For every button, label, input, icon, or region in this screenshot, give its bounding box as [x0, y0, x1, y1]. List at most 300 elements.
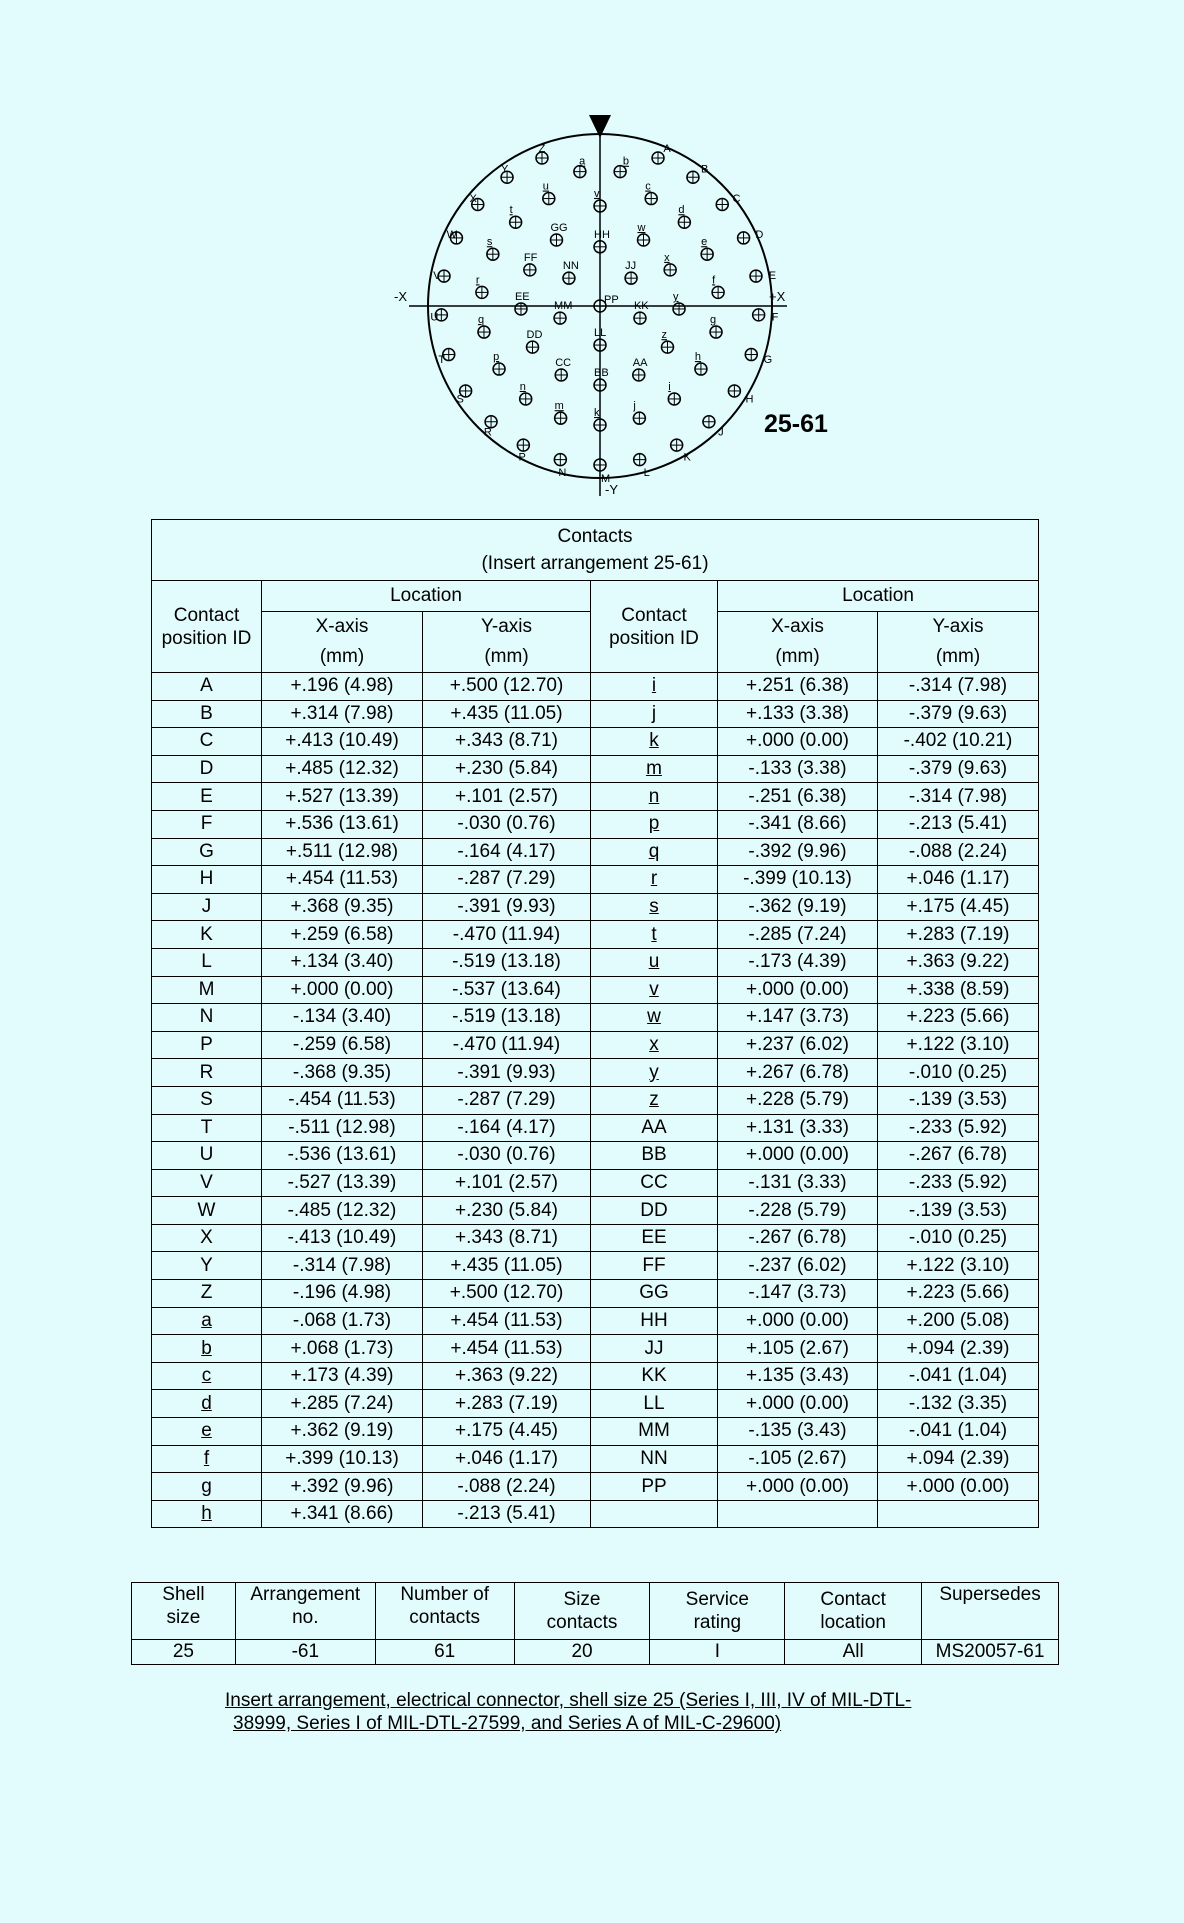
y-axis-cell: -.139 (3.53) — [878, 1086, 1039, 1114]
contact-id-cell: m — [591, 755, 718, 783]
contact-f — [712, 274, 724, 298]
table-row — [152, 1252, 1039, 1280]
y-axis-cell: +.363 (9.22) — [878, 948, 1039, 976]
x-axis-cell: -.173 (4.39) — [718, 948, 878, 976]
contact-label: L — [643, 467, 650, 480]
y-axis-cell: -.088 (2.24) — [423, 1473, 591, 1501]
table-row — [152, 1418, 1039, 1446]
contact-label: PP — [604, 294, 619, 306]
contact-label: y — [673, 290, 679, 303]
table-row — [152, 1307, 1039, 1335]
contact-P — [517, 439, 529, 464]
x-axis-cell: -.314 (7.98) — [262, 1252, 423, 1280]
x-axis-cell: -.196 (4.98) — [262, 1280, 423, 1308]
table-row — [152, 1004, 1039, 1032]
y-axis-cell: -.030 (0.76) — [423, 810, 591, 838]
y-axis-cell: +.283 (7.19) — [423, 1390, 591, 1418]
contact-id-cell: y — [591, 1059, 718, 1087]
y-axis-cell: -.233 (5.92) — [878, 1169, 1039, 1197]
table-row — [152, 1224, 1039, 1252]
y-axis-cell: -.391 (9.93) — [423, 1059, 591, 1087]
contact-marks — [430, 143, 778, 485]
contact-W — [447, 229, 463, 244]
y-axis-cell: +.435 (11.05) — [423, 1252, 591, 1280]
contact-label: K — [683, 451, 691, 464]
contact-PP — [594, 294, 619, 312]
spec-value-cell: MS20057-61 — [922, 1640, 1059, 1665]
contact-n — [520, 381, 532, 405]
contact-id-cell: JJ — [591, 1335, 718, 1363]
contact-label: DD — [526, 329, 543, 342]
header-location-right: Location — [718, 581, 1039, 612]
contact-id-cell: NN — [591, 1445, 718, 1473]
y-axis-cell: +.122 (3.10) — [878, 1252, 1039, 1280]
contact-label: k — [594, 406, 600, 419]
x-axis-cell: +.237 (6.02) — [718, 1031, 878, 1059]
x-axis-cell: +.000 (0.00) — [718, 1473, 878, 1501]
x-axis-cell: -.485 (12.32) — [262, 1197, 423, 1225]
table-row — [152, 1086, 1039, 1114]
contact-id-cell: HH — [591, 1307, 718, 1335]
y-axis-cell: +.230 (5.84) — [423, 755, 591, 783]
contact-id-cell: DD — [591, 1197, 718, 1225]
contact-label: x — [664, 251, 670, 264]
spec-header-cell: Shell size — [132, 1583, 236, 1640]
contact-id-cell: U — [152, 1142, 262, 1170]
contact-id-cell: D — [152, 755, 262, 783]
contact-MM — [554, 300, 572, 324]
y-axis-cell: -.233 (5.92) — [878, 1114, 1039, 1142]
contact-label: CC — [555, 356, 572, 369]
contact-DD — [527, 329, 543, 353]
x-axis-cell: -.536 (13.61) — [262, 1142, 423, 1170]
contact-label: U — [430, 311, 439, 324]
contact-id-cell: K — [152, 921, 262, 949]
contact-c — [645, 181, 657, 205]
y-axis-cell: +.363 (9.22) — [423, 1362, 591, 1390]
contact-e — [701, 236, 713, 260]
caption-line1: Insert arrangement, electrical connector, shell size 25 (Series I, III, IV of MIL-DTL- — [225, 1690, 912, 1711]
spec-value-cell: 25 — [132, 1640, 236, 1665]
contact-G — [745, 349, 772, 367]
x-axis-cell: +.131 (3.33) — [718, 1114, 878, 1142]
x-axis-cell: +.000 (0.00) — [718, 728, 878, 756]
contact-w — [637, 222, 650, 246]
contact-label: c — [645, 180, 651, 193]
specification-table — [131, 1582, 1059, 1665]
contact-id-cell: x — [591, 1031, 718, 1059]
x-axis-cell: -.259 (6.58) — [262, 1031, 423, 1059]
contact-id-cell: u — [591, 948, 718, 976]
contact-V — [433, 270, 450, 282]
x-axis-cell: +.527 (13.39) — [262, 783, 423, 811]
contact-id-cell: w — [591, 1004, 718, 1032]
contact-u — [543, 181, 555, 205]
x-axis-cell: -.267 (6.78) — [718, 1224, 878, 1252]
x-axis-cell: +.173 (4.39) — [262, 1362, 423, 1390]
table-row — [152, 673, 1039, 701]
spec-header-cell: Contact location — [785, 1583, 922, 1640]
contact-JJ — [625, 260, 637, 284]
y-axis-cell: -.139 (3.53) — [878, 1197, 1039, 1225]
contact-EE — [515, 291, 530, 315]
y-axis-cell: +.223 (5.66) — [878, 1004, 1039, 1032]
contact-label: S — [456, 393, 464, 406]
x-axis-cell: +.413 (10.49) — [262, 728, 423, 756]
y-axis-cell: +.223 (5.66) — [878, 1280, 1039, 1308]
contact-label: HH — [594, 228, 610, 241]
x-axis-cell: -.147 (3.73) — [718, 1280, 878, 1308]
contact-label: B — [700, 163, 709, 176]
x-axis-cell: +.000 (0.00) — [718, 1142, 878, 1170]
contact-label: Y — [501, 163, 509, 176]
header-x-axis-left: X-axis (mm) — [262, 612, 423, 673]
header-contact-id-left: Contact position ID — [152, 581, 262, 673]
contact-r — [476, 274, 488, 298]
contact-id-cell: q — [591, 838, 718, 866]
x-axis-cell: -.511 (12.98) — [262, 1114, 423, 1142]
y-axis-cell: +.175 (4.45) — [423, 1418, 591, 1446]
contacts-title-line2: (Insert arrangement 25-61) — [481, 553, 709, 574]
contact-label: p — [493, 351, 500, 364]
x-axis-cell: -.413 (10.49) — [262, 1224, 423, 1252]
contact-label: V — [433, 269, 441, 282]
contact-id-cell: KK — [591, 1362, 718, 1390]
table-row — [152, 1335, 1039, 1363]
contact-BB — [594, 367, 609, 391]
contact-label: b — [622, 155, 630, 168]
contact-d — [678, 204, 690, 228]
contact-id-cell: s — [591, 893, 718, 921]
contact-id-cell: v — [591, 976, 718, 1004]
x-axis-cell: -.134 (3.40) — [262, 1004, 423, 1032]
contact-q — [478, 314, 490, 338]
contact-F — [753, 309, 779, 324]
y-axis-cell: -.132 (3.35) — [878, 1390, 1039, 1418]
contacts-title-line1: Contacts — [557, 526, 633, 547]
contact-label: GG — [550, 221, 568, 234]
contact-id-cell: b — [152, 1335, 262, 1363]
contact-id-cell: p — [591, 810, 718, 838]
y-axis-cell: -.010 (0.25) — [878, 1059, 1039, 1087]
contact-id-cell: N — [152, 1004, 262, 1032]
contact-id-cell: A — [152, 673, 262, 701]
y-axis-cell: -.519 (13.18) — [423, 948, 591, 976]
contact-id-cell: EE — [591, 1224, 718, 1252]
contact-id-cell: AA — [591, 1114, 718, 1142]
y-axis-cell: -.213 (5.41) — [423, 1500, 591, 1528]
contact-label: j — [633, 400, 636, 413]
contact-label: s — [486, 236, 493, 249]
contact-label: Z — [538, 142, 546, 155]
contact-U — [430, 309, 447, 324]
figure-caption — [225, 1689, 985, 1735]
contact-id-cell: P — [152, 1031, 262, 1059]
y-axis-cell: +.101 (2.57) — [423, 783, 591, 811]
contact-id-cell: g — [152, 1473, 262, 1501]
contacts-table — [151, 519, 1039, 1528]
contact-id-cell: Z — [152, 1280, 262, 1308]
x-axis-cell: +.368 (9.35) — [262, 893, 423, 921]
contact-GG — [550, 222, 567, 246]
contact-T — [438, 349, 454, 367]
table-row — [152, 783, 1039, 811]
y-axis-cell: -.287 (7.29) — [423, 1086, 591, 1114]
x-axis-cell: +.000 (0.00) — [718, 976, 878, 1004]
axis-label-neg-y: -Y — [605, 482, 618, 497]
contact-label: R — [483, 426, 492, 439]
y-axis-cell: -.470 (11.94) — [423, 921, 591, 949]
contact-label: r — [475, 274, 480, 287]
x-axis-cell: +.536 (13.61) — [262, 810, 423, 838]
contact-label: KK — [633, 300, 649, 313]
contact-label: M — [601, 472, 611, 485]
x-axis-cell: -.454 (11.53) — [262, 1086, 423, 1114]
contact-id-cell: BB — [591, 1142, 718, 1170]
x-axis-cell: +.511 (12.98) — [262, 838, 423, 866]
y-axis-cell: +.435 (11.05) — [423, 700, 591, 728]
contact-label: q — [477, 314, 485, 327]
contact-label: P — [518, 451, 526, 464]
contact-i — [668, 381, 680, 405]
contact-label: JJ — [625, 260, 637, 273]
contact-N — [554, 454, 566, 480]
table-row — [152, 893, 1039, 921]
spec-header-cell: Supersedes — [922, 1583, 1059, 1640]
x-axis-cell: +.399 (10.13) — [262, 1445, 423, 1473]
x-axis-cell: +.485 (12.32) — [262, 755, 423, 783]
x-axis-cell: +.362 (9.19) — [262, 1418, 423, 1446]
table-row — [152, 700, 1039, 728]
contact-AA — [633, 357, 648, 381]
contact-z — [661, 329, 673, 353]
y-axis-cell: +.500 (12.70) — [423, 673, 591, 701]
contact-id-cell: k — [591, 728, 718, 756]
contact-label: u — [542, 180, 549, 193]
contact-label: X — [469, 192, 477, 205]
y-axis-cell: +.122 (3.10) — [878, 1031, 1039, 1059]
contact-id-cell: n — [591, 783, 718, 811]
y-axis-cell: -.519 (13.18) — [423, 1004, 591, 1032]
x-axis-cell: +.134 (3.40) — [262, 948, 423, 976]
y-axis-cell: -.213 (5.41) — [878, 810, 1039, 838]
contact-id-cell: B — [152, 700, 262, 728]
contact-label: h — [694, 351, 702, 364]
contact-LL — [594, 327, 606, 351]
contact-id-cell: CC — [591, 1169, 718, 1197]
contact-id-cell — [591, 1500, 718, 1528]
table-row — [152, 948, 1039, 976]
x-axis-cell: -.368 (9.35) — [262, 1059, 423, 1087]
contact-label: m — [554, 400, 564, 413]
contact-FF — [524, 252, 538, 276]
y-axis-cell: +.338 (8.59) — [878, 976, 1039, 1004]
contact-id-cell: h — [152, 1500, 262, 1528]
contact-id-cell: PP — [591, 1473, 718, 1501]
insert-arrangement-diagram — [394, 110, 828, 510]
x-axis-cell: +.147 (3.73) — [718, 1004, 878, 1032]
x-axis-cell: -.131 (3.33) — [718, 1169, 878, 1197]
contact-X — [470, 193, 484, 211]
table-row — [152, 1445, 1039, 1473]
contact-id-cell: r — [591, 866, 718, 894]
y-axis-cell: +.101 (2.57) — [423, 1169, 591, 1197]
y-axis-cell — [878, 1500, 1039, 1528]
table-row — [152, 1059, 1039, 1087]
contact-b — [614, 156, 629, 178]
y-axis-cell: +.230 (5.84) — [423, 1197, 591, 1225]
contact-label: MM — [554, 300, 573, 313]
y-axis-cell: +.283 (7.19) — [878, 921, 1039, 949]
contact-label: v — [594, 187, 600, 200]
y-axis-cell: -.537 (13.64) — [423, 976, 591, 1004]
x-axis-cell: -.341 (8.66) — [718, 810, 878, 838]
contact-id-cell: C — [152, 728, 262, 756]
contact-C — [716, 193, 740, 211]
contact-label: T — [438, 354, 446, 367]
contact-label: LL — [594, 327, 607, 340]
contact-id-cell: X — [152, 1224, 262, 1252]
contact-label: f — [712, 274, 716, 287]
spec-header-row — [132, 1583, 1059, 1640]
contact-label: e — [701, 236, 708, 249]
table-row — [152, 1362, 1039, 1390]
y-axis-cell: +.046 (1.17) — [878, 866, 1039, 894]
contact-Z — [536, 143, 548, 164]
contact-label: w — [637, 221, 646, 234]
contact-m — [555, 400, 567, 424]
x-axis-cell: +.068 (1.73) — [262, 1335, 423, 1363]
y-axis-cell: +.500 (12.70) — [423, 1280, 591, 1308]
contact-h — [695, 351, 707, 375]
x-axis-cell: +.251 (6.38) — [718, 673, 878, 701]
spec-header-cell: Size contacts — [514, 1583, 650, 1640]
contact-label: J — [718, 426, 724, 439]
table-row — [152, 976, 1039, 1004]
contact-label: AA — [632, 356, 648, 369]
table-row — [152, 1500, 1039, 1528]
y-axis-cell: +.175 (4.45) — [878, 893, 1039, 921]
x-axis-cell: -.527 (13.39) — [262, 1169, 423, 1197]
contact-label: EE — [514, 290, 530, 303]
y-axis-cell: -.391 (9.93) — [423, 893, 591, 921]
y-axis-cell: +.094 (2.39) — [878, 1335, 1039, 1363]
contact-M — [594, 459, 610, 485]
x-axis-cell: -.133 (3.38) — [718, 755, 878, 783]
x-axis-cell: -.105 (2.67) — [718, 1445, 878, 1473]
contact-label: C — [732, 192, 741, 205]
contact-id-cell: j — [591, 700, 718, 728]
x-axis-cell: +.135 (3.43) — [718, 1362, 878, 1390]
contact-label: t — [509, 204, 513, 217]
spec-value-cell: 20 — [514, 1640, 650, 1665]
header-x-axis-right: X-axis (mm) — [718, 612, 878, 673]
y-axis-cell: -.379 (9.63) — [878, 755, 1039, 783]
contact-E — [750, 270, 776, 282]
spec-value-cell: I — [650, 1640, 785, 1665]
table-row — [152, 1114, 1039, 1142]
contact-id-cell: W — [152, 1197, 262, 1225]
contact-KK — [634, 300, 649, 324]
x-axis-cell: +.259 (6.58) — [262, 921, 423, 949]
contact-id-cell: t — [591, 921, 718, 949]
y-axis-cell: -.041 (1.04) — [878, 1418, 1039, 1446]
contact-L — [634, 454, 650, 480]
table-row — [152, 755, 1039, 783]
contact-label: i — [668, 380, 671, 393]
contact-id-cell: d — [152, 1390, 262, 1418]
x-axis-cell: +.454 (11.53) — [262, 866, 423, 894]
contact-Y — [501, 164, 513, 184]
contact-id-cell: Y — [152, 1252, 262, 1280]
contact-id-cell: c — [152, 1362, 262, 1390]
contact-label: G — [763, 354, 773, 367]
contact-id-cell: J — [152, 893, 262, 921]
contact-p — [493, 351, 505, 375]
x-axis-cell: +.228 (5.79) — [718, 1086, 878, 1114]
y-axis-cell: -.030 (0.76) — [423, 1142, 591, 1170]
y-axis-cell: +.094 (2.39) — [878, 1445, 1039, 1473]
contacts-table-title — [152, 520, 1039, 581]
arrangement-label: 25-61 — [764, 410, 828, 438]
contact-id-cell: E — [152, 783, 262, 811]
contact-id-cell: F — [152, 810, 262, 838]
y-axis-cell: -.088 (2.24) — [878, 838, 1039, 866]
contact-id-cell: G — [152, 838, 262, 866]
x-axis-cell: -.362 (9.19) — [718, 893, 878, 921]
contact-id-cell: H — [152, 866, 262, 894]
contact-label: W — [446, 228, 457, 241]
contact-label: a — [579, 155, 586, 168]
x-axis-cell: -.237 (6.02) — [718, 1252, 878, 1280]
y-axis-cell: -.041 (1.04) — [878, 1362, 1039, 1390]
y-axis-cell: -.314 (7.98) — [878, 783, 1039, 811]
contact-NN — [563, 260, 579, 284]
contact-a — [574, 156, 586, 178]
x-axis-cell: +.000 (0.00) — [262, 976, 423, 1004]
table-row — [152, 728, 1039, 756]
x-axis-cell: +.133 (3.38) — [718, 700, 878, 728]
contact-id-cell: GG — [591, 1280, 718, 1308]
contact-HH — [594, 229, 610, 253]
contact-B — [687, 164, 708, 184]
table-row — [152, 1280, 1039, 1308]
y-axis-cell: -.010 (0.25) — [878, 1224, 1039, 1252]
y-axis-cell: -.164 (4.17) — [423, 838, 591, 866]
contact-K — [671, 439, 692, 464]
header-y-axis-right: Y-axis (mm) — [878, 612, 1039, 673]
contact-label: BB — [594, 367, 609, 380]
contact-s — [487, 236, 499, 260]
x-axis-cell: +.314 (7.98) — [262, 700, 423, 728]
contact-H — [728, 385, 753, 405]
contact-g — [710, 314, 722, 338]
contact-y — [673, 291, 685, 315]
contact-label: H — [745, 393, 754, 406]
x-axis-cell: -.135 (3.43) — [718, 1418, 878, 1446]
x-axis-cell: +.000 (0.00) — [718, 1390, 878, 1418]
x-axis-cell: +.105 (2.67) — [718, 1335, 878, 1363]
table-row — [152, 921, 1039, 949]
y-axis-cell: -.287 (7.29) — [423, 866, 591, 894]
contact-id-cell: R — [152, 1059, 262, 1087]
contact-id-cell: S — [152, 1086, 262, 1114]
table-row — [152, 866, 1039, 894]
y-axis-cell: +.343 (8.71) — [423, 728, 591, 756]
y-axis-cell: -.402 (10.21) — [878, 728, 1039, 756]
contact-id-cell: LL — [591, 1390, 718, 1418]
x-axis-cell: +.267 (6.78) — [718, 1059, 878, 1087]
